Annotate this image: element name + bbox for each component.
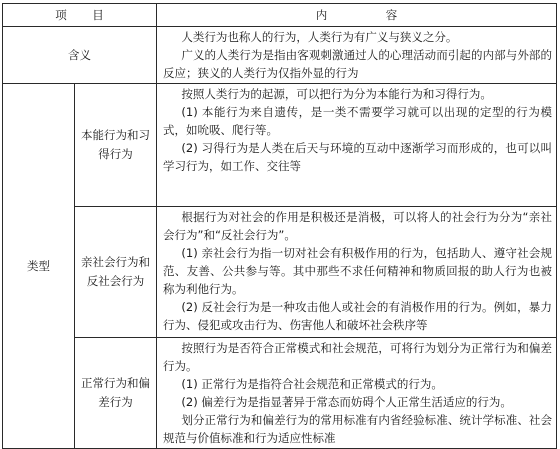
behavior-table — [2, 3, 557, 449]
table-row — [3, 338, 557, 449]
header-item: 项 目 — [3, 4, 157, 27]
meaning-label: 含义 — [3, 27, 157, 84]
table-row — [3, 207, 557, 338]
content-paragraph: 划分正常行为和偏差行为的常用标准有内省经验标准、统计学标准、社会规范与价值标准和行为适应性标准 — [163, 413, 552, 445]
content-paragraph: 人类行为也称人的行为，人类行为有广义与狭义之分。 — [181, 30, 458, 44]
content-paragraph: 广义的人类行为是指由客观刺激通过人的心理活动而引起的内部与外部的反应；狭义的人类行为仅指外显的行为 — [163, 48, 552, 80]
header-content: 内 容 — [157, 4, 557, 27]
content-paragraph: (2) 偏差行为是指显著异于常态而妨碍个人正常生活适应的行为。 — [181, 395, 512, 409]
content-paragraph: 按照行为是否符合正常模式和社会规范，可将行为划分为正常行为和偏差行为。 — [163, 341, 552, 373]
normal-content — [157, 338, 557, 449]
content-paragraph: (2) 反社会行为是一种攻击他人或社会的有消极作用的行为。例如，暴力行为、侵犯或攻击行为、伤害他人和破坏社会秩序等 — [163, 300, 552, 332]
instinct-label: 本能行为和习得行为 — [75, 84, 157, 207]
content-paragraph: (2) 习得行为是人类在后天与环境的互动中逐渐学习而形成的，也可以叫学习行为，如工作、交往等 — [163, 141, 552, 173]
table-row — [3, 27, 557, 84]
table-row — [3, 84, 557, 207]
instinct-content — [157, 84, 557, 207]
meaning-content — [157, 27, 557, 84]
content-paragraph: 按照人类行为的起源，可以把行为分为本能行为和习得行为。 — [181, 87, 492, 101]
content-paragraph: (1) 正常行为是指符合社会规范和正常模式的行为。 — [181, 377, 443, 391]
table-header-row — [3, 4, 557, 27]
normal-label: 正常行为和偏差行为 — [75, 338, 157, 449]
content-paragraph: (1) 亲社会行为指一切对社会有积极作用的行为，包括助人、遵守社会规范、友善、公共参与等。其中那些不求任何精神和物质回报的助人行为也被称为利他行为。 — [163, 246, 552, 296]
content-paragraph: 根据行为对社会的作用是积极还是消极，可以将人的社会行为分为“亲社会行为”和“反社会行为”。 — [163, 210, 552, 242]
prosocial-content — [157, 207, 557, 338]
types-label: 类型 — [3, 84, 75, 449]
prosocial-label: 亲社会行为和反社会行为 — [75, 207, 157, 338]
content-paragraph: (1) 本能行为来自遗传，是一类不需要学习就可以出现的定型的行为模式，如吮吸、爬行等。 — [163, 105, 552, 137]
